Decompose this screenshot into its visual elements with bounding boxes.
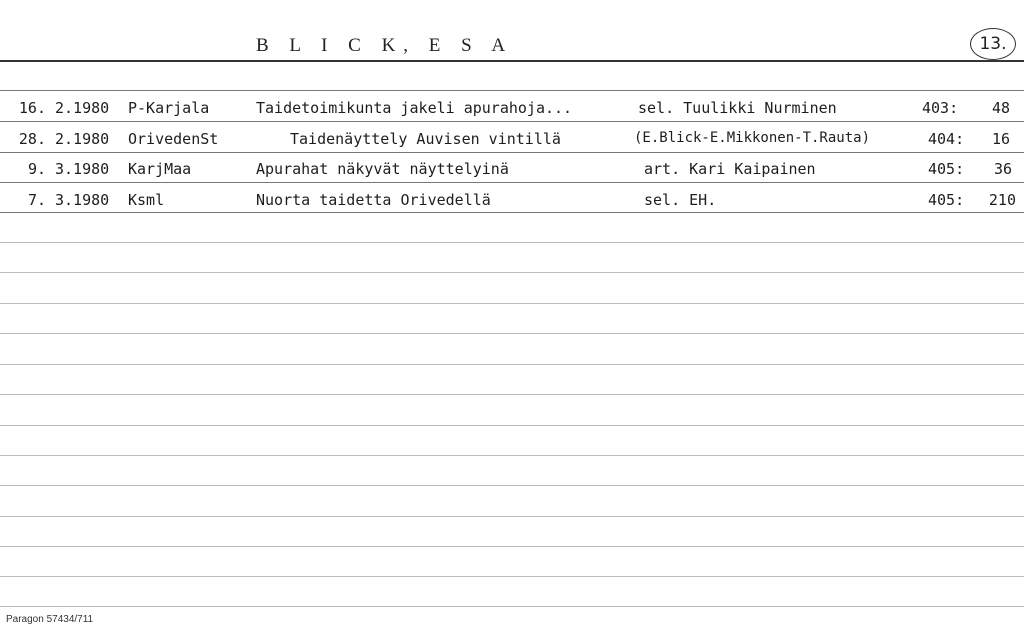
header-rule-lower — [0, 90, 1024, 91]
row-source: KarjMaa — [128, 160, 192, 178]
row-day: 9. — [27, 160, 46, 178]
ruled-line — [0, 516, 1024, 517]
row-title: Nuorta taidetta Orivedellä — [256, 191, 491, 209]
row-day: 28. — [18, 130, 46, 148]
row-date: 2.1980 — [55, 130, 110, 148]
row-day: 7. — [27, 191, 46, 209]
row-volume: 405: — [928, 160, 965, 178]
ruled-line — [0, 272, 1024, 273]
row-page: 48 — [991, 99, 1010, 117]
ruled-line — [0, 485, 1024, 486]
ruled-line — [0, 364, 1024, 365]
row-volume: 404: — [928, 130, 965, 148]
ruled-line — [0, 242, 1024, 243]
card-title: B L I C K, E S A — [256, 35, 514, 56]
row-date: 3.1980 — [55, 191, 110, 209]
row-volume: 405: — [928, 191, 965, 209]
row-rule — [0, 121, 1024, 122]
row-author: sel. EH. — [644, 191, 717, 209]
row-rule — [0, 212, 1024, 213]
row-author: art. Kari Kaipainen — [644, 160, 816, 178]
row-day: 16. — [18, 99, 46, 117]
card-number-badge: 13. — [970, 28, 1016, 60]
row-source: OrivedenSt — [128, 130, 219, 148]
ruled-line — [0, 425, 1024, 426]
row-source: Ksml — [128, 191, 165, 209]
ruled-line — [0, 606, 1024, 607]
row-title: Apurahat näkyvät näyttelyinä — [256, 160, 509, 178]
row-rule — [0, 182, 1024, 183]
row-author: (E.Blick-E.Mikkonen-T.Rauta) — [634, 130, 871, 146]
ruled-line — [0, 546, 1024, 547]
row-author: sel. Tuulikki Nurminen — [638, 99, 837, 117]
row-date: 2.1980 — [55, 99, 110, 117]
row-rule — [0, 152, 1024, 153]
row-date: 3.1980 — [55, 160, 110, 178]
row-page: 16 — [991, 130, 1010, 148]
ruled-line — [0, 303, 1024, 304]
ruled-line — [0, 455, 1024, 456]
row-volume: 403: — [922, 99, 959, 117]
header-rule — [0, 60, 1024, 62]
ruled-line — [0, 394, 1024, 395]
ruled-line — [0, 333, 1024, 334]
row-source: P-Karjala — [128, 99, 210, 117]
ruled-line — [0, 576, 1024, 577]
row-title: Taidetoimikunta jakeli apurahoja... — [256, 99, 573, 117]
card-footer-print: Paragon 57434/711 — [6, 614, 94, 625]
row-title: Taidenäyttely Auvisen vintillä — [290, 130, 561, 148]
row-page: 210 — [988, 191, 1016, 209]
row-page: 36 — [993, 160, 1012, 178]
